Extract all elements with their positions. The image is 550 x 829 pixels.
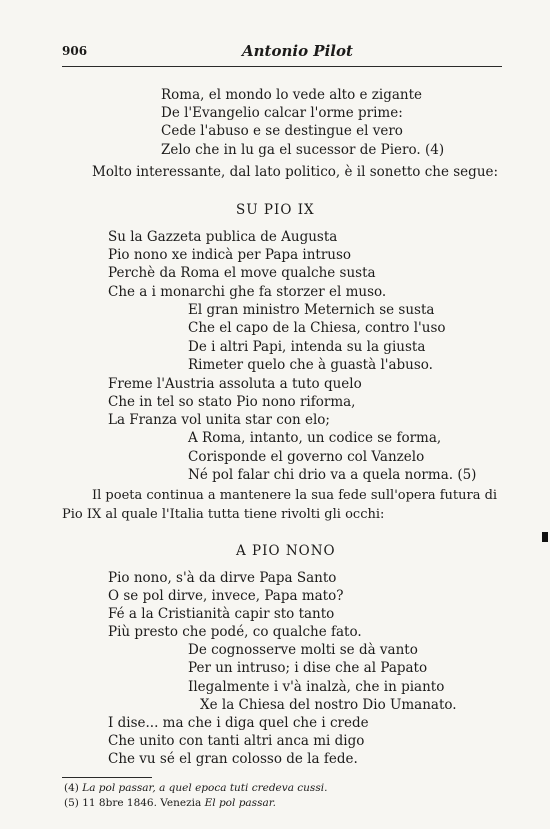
footnote: [64, 782, 327, 794]
verse-line: Che a i monarchi ghe fa storzer el muso.: [108, 284, 387, 300]
verse-line: De cognosserve molti se dà vanto: [188, 642, 418, 658]
verse-line: Perchè da Roma el move qualche susta: [108, 265, 376, 281]
verse-line: Corisponde el governo col Vanzelo: [188, 449, 425, 465]
verse-line: Roma, el mondo lo vede alto e zigante: [161, 87, 423, 103]
verse-line: Che el capo de la Chiesa, contro l'uso: [188, 320, 446, 336]
poem-title: SU PIO IX: [236, 202, 315, 218]
verse-line: Per un intruso; i dise che al Papato: [188, 660, 428, 676]
poem-title: A PIO NONO: [236, 543, 336, 559]
verse-line: Rimeter quelo che à guastà l'abuso.: [188, 357, 433, 373]
footnote-mark: (4): [64, 782, 79, 794]
verse-line: Ilegalmente i v'à inalzà, che in pianto: [188, 679, 445, 695]
verse-line: La Franza vol unita star con elo;: [108, 412, 330, 428]
verse-line: Pio nono xe indicà per Papa intruso: [108, 247, 352, 263]
running-title: Antonio Pilot: [242, 42, 353, 60]
page-number: 906: [62, 44, 88, 58]
prose-paragraph: Molto interessante, dal lato politico, è il sonetto che segue:: [92, 164, 499, 180]
verse-line: Xe la Chiesa del nostro Dio Umanato.: [200, 697, 457, 713]
verse-line: O se pol dirve, invece, Papa mato?: [108, 588, 344, 604]
verse-line: Che unito con tanti altri anca mi digo: [108, 733, 365, 749]
verse-line: Più presto che podé, co qualche fato.: [108, 624, 362, 640]
verse-line: De i altri Papi, intenda su la giusta: [188, 339, 426, 355]
verse-line: Zelo che in lu ga el sucessor de Piero. (4): [161, 142, 445, 158]
verse-line: Pio nono, s'à da dirve Papa Santo: [108, 570, 337, 586]
header-rule: [62, 66, 502, 67]
footnote-mark: (5): [64, 797, 79, 809]
footnote-italic-text: El pol passar.: [204, 797, 276, 809]
footnote-text: La pol passar, a quel epoca tuti credeva cussi.: [82, 782, 328, 794]
verse-line: Che in tel so stato Pio nono riforma,: [108, 394, 356, 410]
edge-mark: [542, 532, 548, 542]
verse-line: A Roma, intanto, un codice se forma,: [188, 430, 442, 446]
footnote-text: 11 8bre 1846. Venezia: [82, 797, 202, 809]
prose-paragraph: Pio IX al quale l'Italia tutta tiene rivolti gli occhi:: [62, 507, 385, 522]
prose-paragraph: Il poeta continua a mantenere la sua fede sull'opera futura di: [92, 488, 498, 503]
footnote-rule: [62, 777, 152, 778]
verse-line: De l'Evangelio calcar l'orme prime:: [161, 105, 403, 121]
verse-line: Che vu sé el gran colosso de la fede.: [108, 751, 358, 767]
footnote: [64, 797, 276, 809]
verse-line: El gran ministro Meternich se susta: [188, 302, 435, 318]
verse-line: Su la Gazzeta publica de Augusta: [108, 229, 338, 245]
verse-line: I dise... ma che i diga quel che i crede: [108, 715, 369, 731]
verse-line: Freme l'Austria assoluta a tuto quelo: [108, 376, 362, 392]
verse-line: Cede l'abuso e se destingue el vero: [161, 123, 403, 139]
verse-line: Né pol falar chi drio va a quela norma. (5): [188, 467, 477, 483]
verse-line: Fé a la Cristianità capir sto tanto: [108, 606, 335, 622]
page-header: [62, 40, 502, 60]
